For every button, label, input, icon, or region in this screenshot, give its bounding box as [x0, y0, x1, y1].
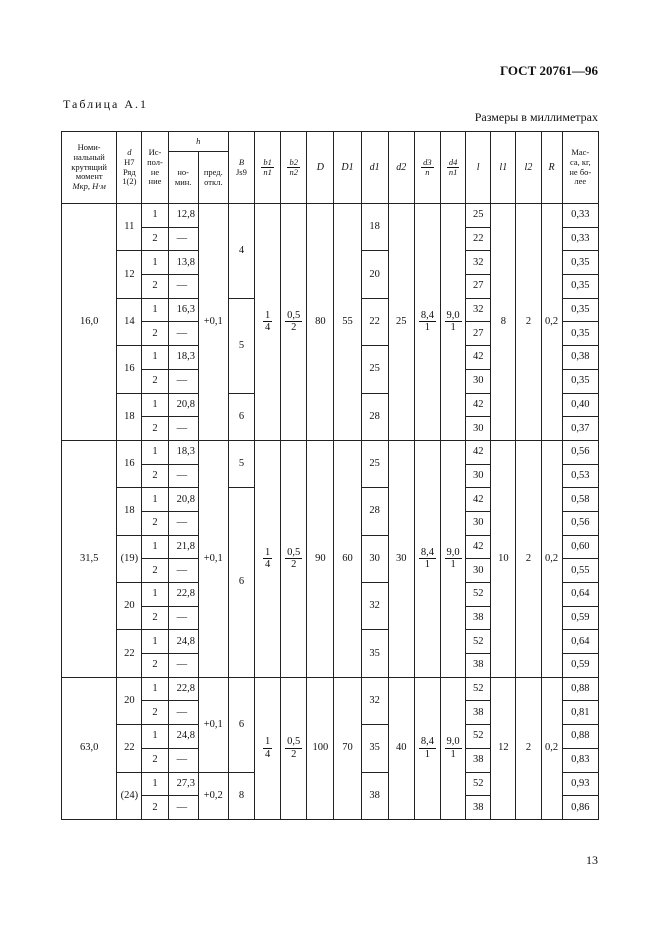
execution-value: 2 — [142, 464, 168, 488]
l1-value: 12 — [491, 677, 516, 819]
l-value: 38 — [466, 654, 491, 678]
l-value: 30 — [466, 559, 491, 583]
b1-n1-value — [255, 677, 281, 819]
mass-value: 0,40 — [562, 393, 598, 417]
D1-value: 70 — [334, 677, 361, 819]
d1-value: 35 — [361, 725, 388, 772]
B-value: 4 — [228, 204, 254, 299]
mass-value: 0,38 — [562, 346, 598, 370]
execution-value: 1 — [142, 677, 168, 701]
mass-value: 0,56 — [562, 440, 598, 464]
mass-value: 0,60 — [562, 535, 598, 559]
execution-value: 2 — [142, 322, 168, 346]
header-D1: D1 — [334, 132, 361, 204]
b2-n2-value-denominator: 2 — [291, 322, 297, 334]
D1-value: 60 — [334, 440, 361, 677]
mass-value: 0,33 — [562, 204, 598, 228]
d4-n1-value-fraction — [445, 310, 462, 334]
execution-value: 2 — [142, 417, 168, 441]
b2-n2-value-numerator: 0,5 — [287, 309, 301, 321]
h-nominal-value: 20,8 — [168, 393, 198, 417]
mass-value: 0,88 — [562, 677, 598, 701]
mass-value: 0,37 — [562, 417, 598, 441]
header-b1-n1: $\frac{b1}{n1}$ — [255, 132, 281, 204]
h-nominal-value: 22,8 — [168, 583, 198, 607]
bore-d: 20 — [117, 677, 142, 724]
page-number: 13 — [586, 853, 598, 867]
B-value: 6 — [228, 677, 254, 772]
mass-value: 0,35 — [562, 369, 598, 393]
b2-n2-value-fraction — [285, 310, 302, 334]
units-note: Размеры в миллиметрах — [474, 110, 598, 124]
d4-n1-value-denominator: 1 — [450, 322, 456, 334]
b2-n2-value-fraction — [285, 736, 302, 760]
h-nominal-value: — — [168, 227, 198, 251]
l-value: 52 — [466, 772, 491, 796]
execution-value: 2 — [142, 369, 168, 393]
d2-value: 25 — [388, 204, 414, 441]
d4-n1-value — [441, 440, 466, 677]
execution-value: 1 — [142, 393, 168, 417]
B-value: 6 — [228, 488, 254, 678]
l-value: 38 — [466, 606, 491, 630]
h-nominal-value: — — [168, 417, 198, 441]
mass-value: 0,35 — [562, 275, 598, 299]
b2-n2-value — [281, 677, 307, 819]
bore-d: 12 — [117, 251, 142, 298]
bore-d: 22 — [117, 725, 142, 772]
header-torque: Номи- нальный крутящий момент Mкр, Н·м — [62, 132, 117, 204]
d3-n-value-denominator: 1 — [424, 322, 431, 334]
d1-value: 20 — [361, 251, 388, 298]
mass-value: 0,64 — [562, 583, 598, 607]
h-nominal-value: 13,8 — [168, 251, 198, 275]
B-value: 5 — [228, 440, 254, 487]
h-nominal-value: 24,8 — [168, 725, 198, 749]
D-value: 90 — [307, 440, 334, 677]
header-d2: d2 — [388, 132, 414, 204]
l-value: 32 — [466, 298, 491, 322]
d1-value: 25 — [361, 440, 388, 487]
d2-value: 30 — [388, 440, 414, 677]
l-value: 42 — [466, 393, 491, 417]
b2-n2-value — [281, 204, 307, 441]
B-value: 8 — [228, 772, 254, 819]
d4-n1-value-numerator: 9,0 — [446, 736, 460, 748]
b1-n1-value-fraction — [263, 736, 272, 760]
h-nominal-value: — — [168, 701, 198, 725]
h-nominal-value: 27,3 — [168, 772, 198, 796]
B-value: 6 — [228, 393, 254, 440]
execution-value: 2 — [142, 227, 168, 251]
mass-value: 0,83 — [562, 748, 598, 772]
d4-n1-value-denominator: 1 — [450, 748, 456, 760]
bore-d: 18 — [117, 393, 142, 440]
header-l: l — [466, 132, 491, 204]
d4-n1-value — [441, 677, 466, 819]
execution-value: 2 — [142, 748, 168, 772]
b1-n1-value-fraction — [263, 310, 272, 334]
d4-n1-value — [441, 204, 466, 441]
d4-n1-value-numerator: 9,0 — [446, 546, 460, 558]
d3-n-value — [414, 440, 440, 677]
h-deviation-value: +0,1 — [198, 677, 228, 772]
b1-n1-value-numerator: 1 — [264, 309, 271, 321]
b2-n2-value-numerator: 0,5 — [287, 736, 301, 748]
h-nominal-value: — — [168, 464, 198, 488]
d1-value: 35 — [361, 630, 388, 677]
l-value: 38 — [466, 796, 491, 820]
h-nominal-value: — — [168, 322, 198, 346]
bore-d: 14 — [117, 298, 142, 345]
torque-value: 31,5 — [62, 440, 117, 677]
d4-n1-value-denominator: 1 — [450, 559, 456, 571]
d3-n-value-numerator: 8,4 — [420, 736, 434, 748]
d1-value: 32 — [361, 583, 388, 630]
mass-value: 0,59 — [562, 606, 598, 630]
bore-d: 22 — [117, 630, 142, 677]
d3-n-value-numerator: 8,4 — [420, 546, 434, 558]
d1-value: 25 — [361, 346, 388, 393]
execution-value: 2 — [142, 511, 168, 535]
D-value: 80 — [307, 204, 334, 441]
R-value: 0,2 — [541, 677, 562, 819]
bore-d: (24) — [117, 772, 142, 819]
b2-n2-value-denominator: 2 — [291, 559, 297, 571]
l-value: 38 — [466, 748, 491, 772]
bore-d: 20 — [117, 583, 142, 630]
mass-value: 0,56 — [562, 511, 598, 535]
mass-value: 0,35 — [562, 322, 598, 346]
h-nominal-value: — — [168, 606, 198, 630]
l2-value: 2 — [516, 677, 541, 819]
h-deviation-value: +0,1 — [198, 440, 228, 677]
header-l2: l2 — [516, 132, 541, 204]
d3-n-value-fraction — [419, 547, 436, 571]
l-value: 27 — [466, 275, 491, 299]
l-value: 42 — [466, 488, 491, 512]
mass-value: 0,35 — [562, 298, 598, 322]
execution-value: 1 — [142, 772, 168, 796]
d3-n-value — [414, 677, 440, 819]
R-value: 0,2 — [541, 204, 562, 441]
d4-n1-value-fraction — [445, 547, 462, 571]
table-body — [62, 204, 599, 820]
mass-value: 0,33 — [562, 227, 598, 251]
execution-value: 2 — [142, 275, 168, 299]
l-value: 30 — [466, 464, 491, 488]
d1-value: 32 — [361, 677, 388, 724]
header-h: h — [168, 132, 228, 152]
execution-value: 1 — [142, 298, 168, 322]
execution-value: 2 — [142, 796, 168, 820]
execution-value: 1 — [142, 630, 168, 654]
h-nominal-value: 21,8 — [168, 535, 198, 559]
l2-value: 2 — [516, 204, 541, 441]
h-nominal-value: 24,8 — [168, 630, 198, 654]
execution-value: 2 — [142, 701, 168, 725]
execution-value: 1 — [142, 251, 168, 275]
D1-value: 55 — [334, 204, 361, 441]
h-nominal-value: — — [168, 654, 198, 678]
h-nominal-value: — — [168, 748, 198, 772]
mass-value: 0,81 — [562, 701, 598, 725]
l2-value: 2 — [516, 440, 541, 677]
execution-value: 1 — [142, 583, 168, 607]
b1-n1-value — [255, 204, 281, 441]
mass-value: 0,93 — [562, 772, 598, 796]
h-nominal-value: — — [168, 559, 198, 583]
mass-value: 0,86 — [562, 796, 598, 820]
h-nominal-value: — — [168, 275, 198, 299]
b1-n1-value-numerator: 1 — [264, 736, 271, 748]
l-value: 25 — [466, 204, 491, 228]
d1-value: 28 — [361, 488, 388, 535]
header-h-nominal: но- мин. — [168, 152, 198, 204]
d3-n-value-denominator: 1 — [424, 748, 431, 760]
b1-n1-value-denominator: 4 — [264, 748, 271, 760]
h-nominal-value: 16,3 — [168, 298, 198, 322]
mass-value: 0,53 — [562, 464, 598, 488]
l-value: 52 — [466, 725, 491, 749]
d1-value: 18 — [361, 204, 388, 251]
b1-n1-value-fraction — [263, 547, 272, 571]
l-value: 27 — [466, 322, 491, 346]
header-B: B Js9 — [228, 132, 254, 204]
mass-value: 0,55 — [562, 559, 598, 583]
b1-n1-value-denominator: 4 — [264, 559, 271, 571]
header-l1: l1 — [491, 132, 516, 204]
h-nominal-value: — — [168, 511, 198, 535]
torque-value: 63,0 — [62, 677, 117, 819]
bore-d: (19) — [117, 535, 142, 582]
l-value: 30 — [466, 369, 491, 393]
header-d1: d1 — [361, 132, 388, 204]
b2-n2-value-numerator: 0,5 — [287, 546, 301, 558]
l1-value: 8 — [491, 204, 516, 441]
header-b2-n2: $\frac{b2}{n2}$ — [281, 132, 307, 204]
table-header — [62, 132, 599, 204]
table-title: Таблица А.1 — [63, 97, 148, 111]
header-d3-n: $\frac{d3}{n}$ — [414, 132, 440, 204]
mass-value: 0,59 — [562, 654, 598, 678]
l-value: 52 — [466, 677, 491, 701]
b2-n2-value-fraction — [285, 547, 302, 571]
bore-d: 18 — [117, 488, 142, 535]
header-d4-n1: $\frac{d4}{n1}$ — [441, 132, 466, 204]
bore-d: 16 — [117, 346, 142, 393]
h-nominal-value: 20,8 — [168, 488, 198, 512]
d3-n-value-numerator: 8,4 — [420, 309, 434, 321]
execution-value: 1 — [142, 535, 168, 559]
header-h-deviation: пред. откл. — [198, 152, 228, 204]
l1-value: 10 — [491, 440, 516, 677]
dimensions-table — [61, 131, 599, 820]
l-value: 22 — [466, 227, 491, 251]
d1-value: 30 — [361, 535, 388, 582]
h-nominal-value: 22,8 — [168, 677, 198, 701]
mass-value: 0,58 — [562, 488, 598, 512]
d3-n-value-fraction — [419, 736, 436, 760]
l-value: 32 — [466, 251, 491, 275]
d1-value: 22 — [361, 298, 388, 345]
d3-n-value-fraction — [419, 310, 436, 334]
d4-n1-value-numerator: 9,0 — [446, 309, 460, 321]
execution-value: 2 — [142, 559, 168, 583]
d3-n-value-denominator: 1 — [424, 559, 431, 571]
h-nominal-value: — — [168, 796, 198, 820]
d1-value: 28 — [361, 393, 388, 440]
document-id: ГОСТ 20761—96 — [499, 63, 598, 78]
execution-value: 1 — [142, 488, 168, 512]
d4-n1-value-fraction — [445, 736, 462, 760]
h-nominal-value: 18,3 — [168, 440, 198, 464]
b1-n1-value-denominator: 4 — [264, 322, 271, 334]
header-d: d Н7 Ряд 1(2) — [117, 132, 142, 204]
d1-value: 38 — [361, 772, 388, 819]
header-D: D — [307, 132, 334, 204]
execution-value: 2 — [142, 654, 168, 678]
R-value: 0,2 — [541, 440, 562, 677]
execution-value: 1 — [142, 725, 168, 749]
d2-value: 40 — [388, 677, 414, 819]
b2-n2-value-denominator: 2 — [291, 748, 297, 760]
dimensions-table-container — [61, 131, 599, 836]
d3-n-value — [414, 204, 440, 441]
h-nominal-value: 12,8 — [168, 204, 198, 228]
b2-n2-value — [281, 440, 307, 677]
l-value: 42 — [466, 346, 491, 370]
b1-n1-value-numerator: 1 — [264, 546, 271, 558]
h-nominal-value: 18,3 — [168, 346, 198, 370]
header-R: R — [541, 132, 562, 204]
execution-value: 1 — [142, 440, 168, 464]
header-execution: Ис- пол- не ние — [142, 132, 168, 204]
l-value: 52 — [466, 583, 491, 607]
l-value: 42 — [466, 440, 491, 464]
table-row — [62, 204, 599, 228]
bore-d: 11 — [117, 204, 142, 251]
l-value: 30 — [466, 511, 491, 535]
mass-value: 0,88 — [562, 725, 598, 749]
mass-value: 0,35 — [562, 251, 598, 275]
table-row — [62, 440, 599, 464]
l-value: 42 — [466, 535, 491, 559]
h-deviation-value: +0,2 — [198, 772, 228, 819]
table-row — [62, 677, 599, 701]
l-value: 38 — [466, 701, 491, 725]
execution-value: 1 — [142, 204, 168, 228]
D-value: 100 — [307, 677, 334, 819]
bore-d: 16 — [117, 440, 142, 487]
h-deviation-value: +0,1 — [198, 204, 228, 441]
torque-value: 16,0 — [62, 204, 117, 441]
execution-value: 1 — [142, 346, 168, 370]
execution-value: 2 — [142, 606, 168, 630]
l-value: 52 — [466, 630, 491, 654]
h-nominal-value: — — [168, 369, 198, 393]
l-value: 30 — [466, 417, 491, 441]
mass-value: 0,64 — [562, 630, 598, 654]
header-mass: Мас- са, кг, не бо- лее — [562, 132, 598, 204]
b1-n1-value — [255, 440, 281, 677]
B-value: 5 — [228, 298, 254, 393]
